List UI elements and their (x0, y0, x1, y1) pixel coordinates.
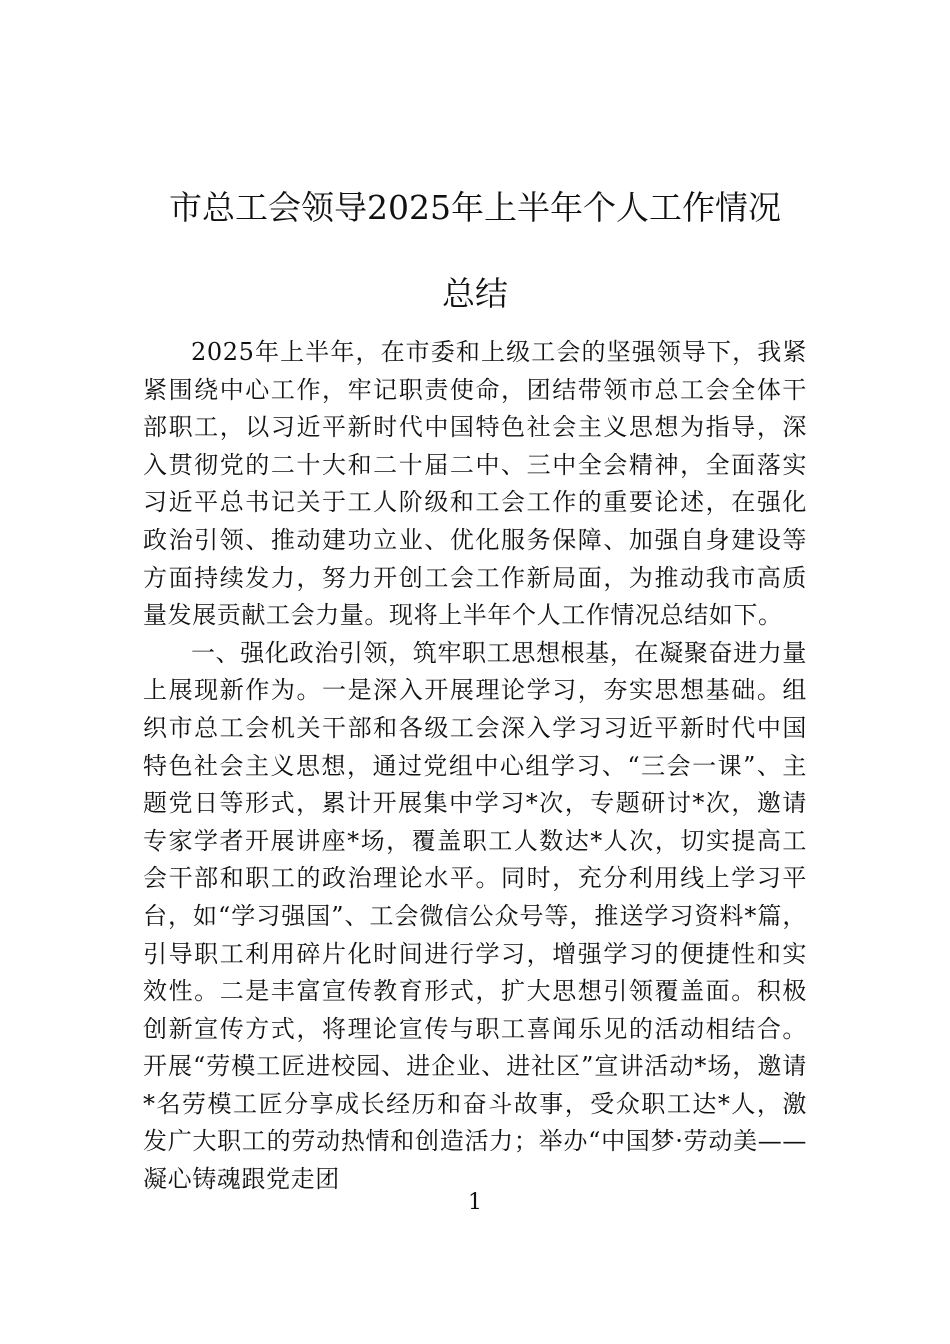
paragraph-section-one: 一、强化政治引领，筑牢职工思想根基，在凝聚奋进力量上展现新作为。一是深入开展理论学习，夯实思想基础。组织市总工会机关干部和各级工会深入学习习近平新时代中国特色社会主义思想，通过党组中心组学习、“三会一课”、主题党日等形式，累计开展集中学习*次，专题研讨*次，邀请专家学者开展讲座*场，覆盖职工人数达*人次，切实提高工会干部和职工的政治理论水平。同时，充分利用线上学习平台，如“学习强国”、工会微信公众号等，推送学习资料*篇，引导职工利用碎片化时间进行学习，增强学习的便捷性和实效性。二是丰富宣传教育形式，扩大思想引领覆盖面。积极创新宣传方式，将理论宣传与职工喜闻乐见的活动相结合。开展“劳模工匠进校园、进企业、进社区”宣讲活动*场，邀请*名劳模工匠分享成长经历和奋斗故事，受众职工达*人，激发广大职工的劳动热情和创造活力；举办“中国梦·劳动美——凝心铸魂跟党走团 (143, 638, 807, 1194)
title-line-2: 总结 (442, 274, 508, 313)
document-title (120, 165, 830, 337)
page-number: 1 (468, 1190, 482, 1215)
paragraph-intro: 2025年上半年，在市委和上级工会的坚强领导下，我紧紧围绕中心工作，牢记职责使命，团结带领市总工会全体干部职工，以习近平新时代中国特色社会主义思想为指导，深入贯彻党的二十大和二十届二中、三中全会精神，全面落实习近平总书记关于工人阶级和工会工作的重要论述，在强化政治引领、推动建功立业、优化服务保障、加强自身建设等方面持续发力，努力开创工会工作新局面，为推动我市高质量发展贡献工会力量。现将上半年个人工作情况总结如下。 (143, 338, 807, 630)
title-line-1: 市总工会领导2025年上半年个人工作情况 (169, 188, 781, 227)
document-body (143, 334, 807, 1199)
